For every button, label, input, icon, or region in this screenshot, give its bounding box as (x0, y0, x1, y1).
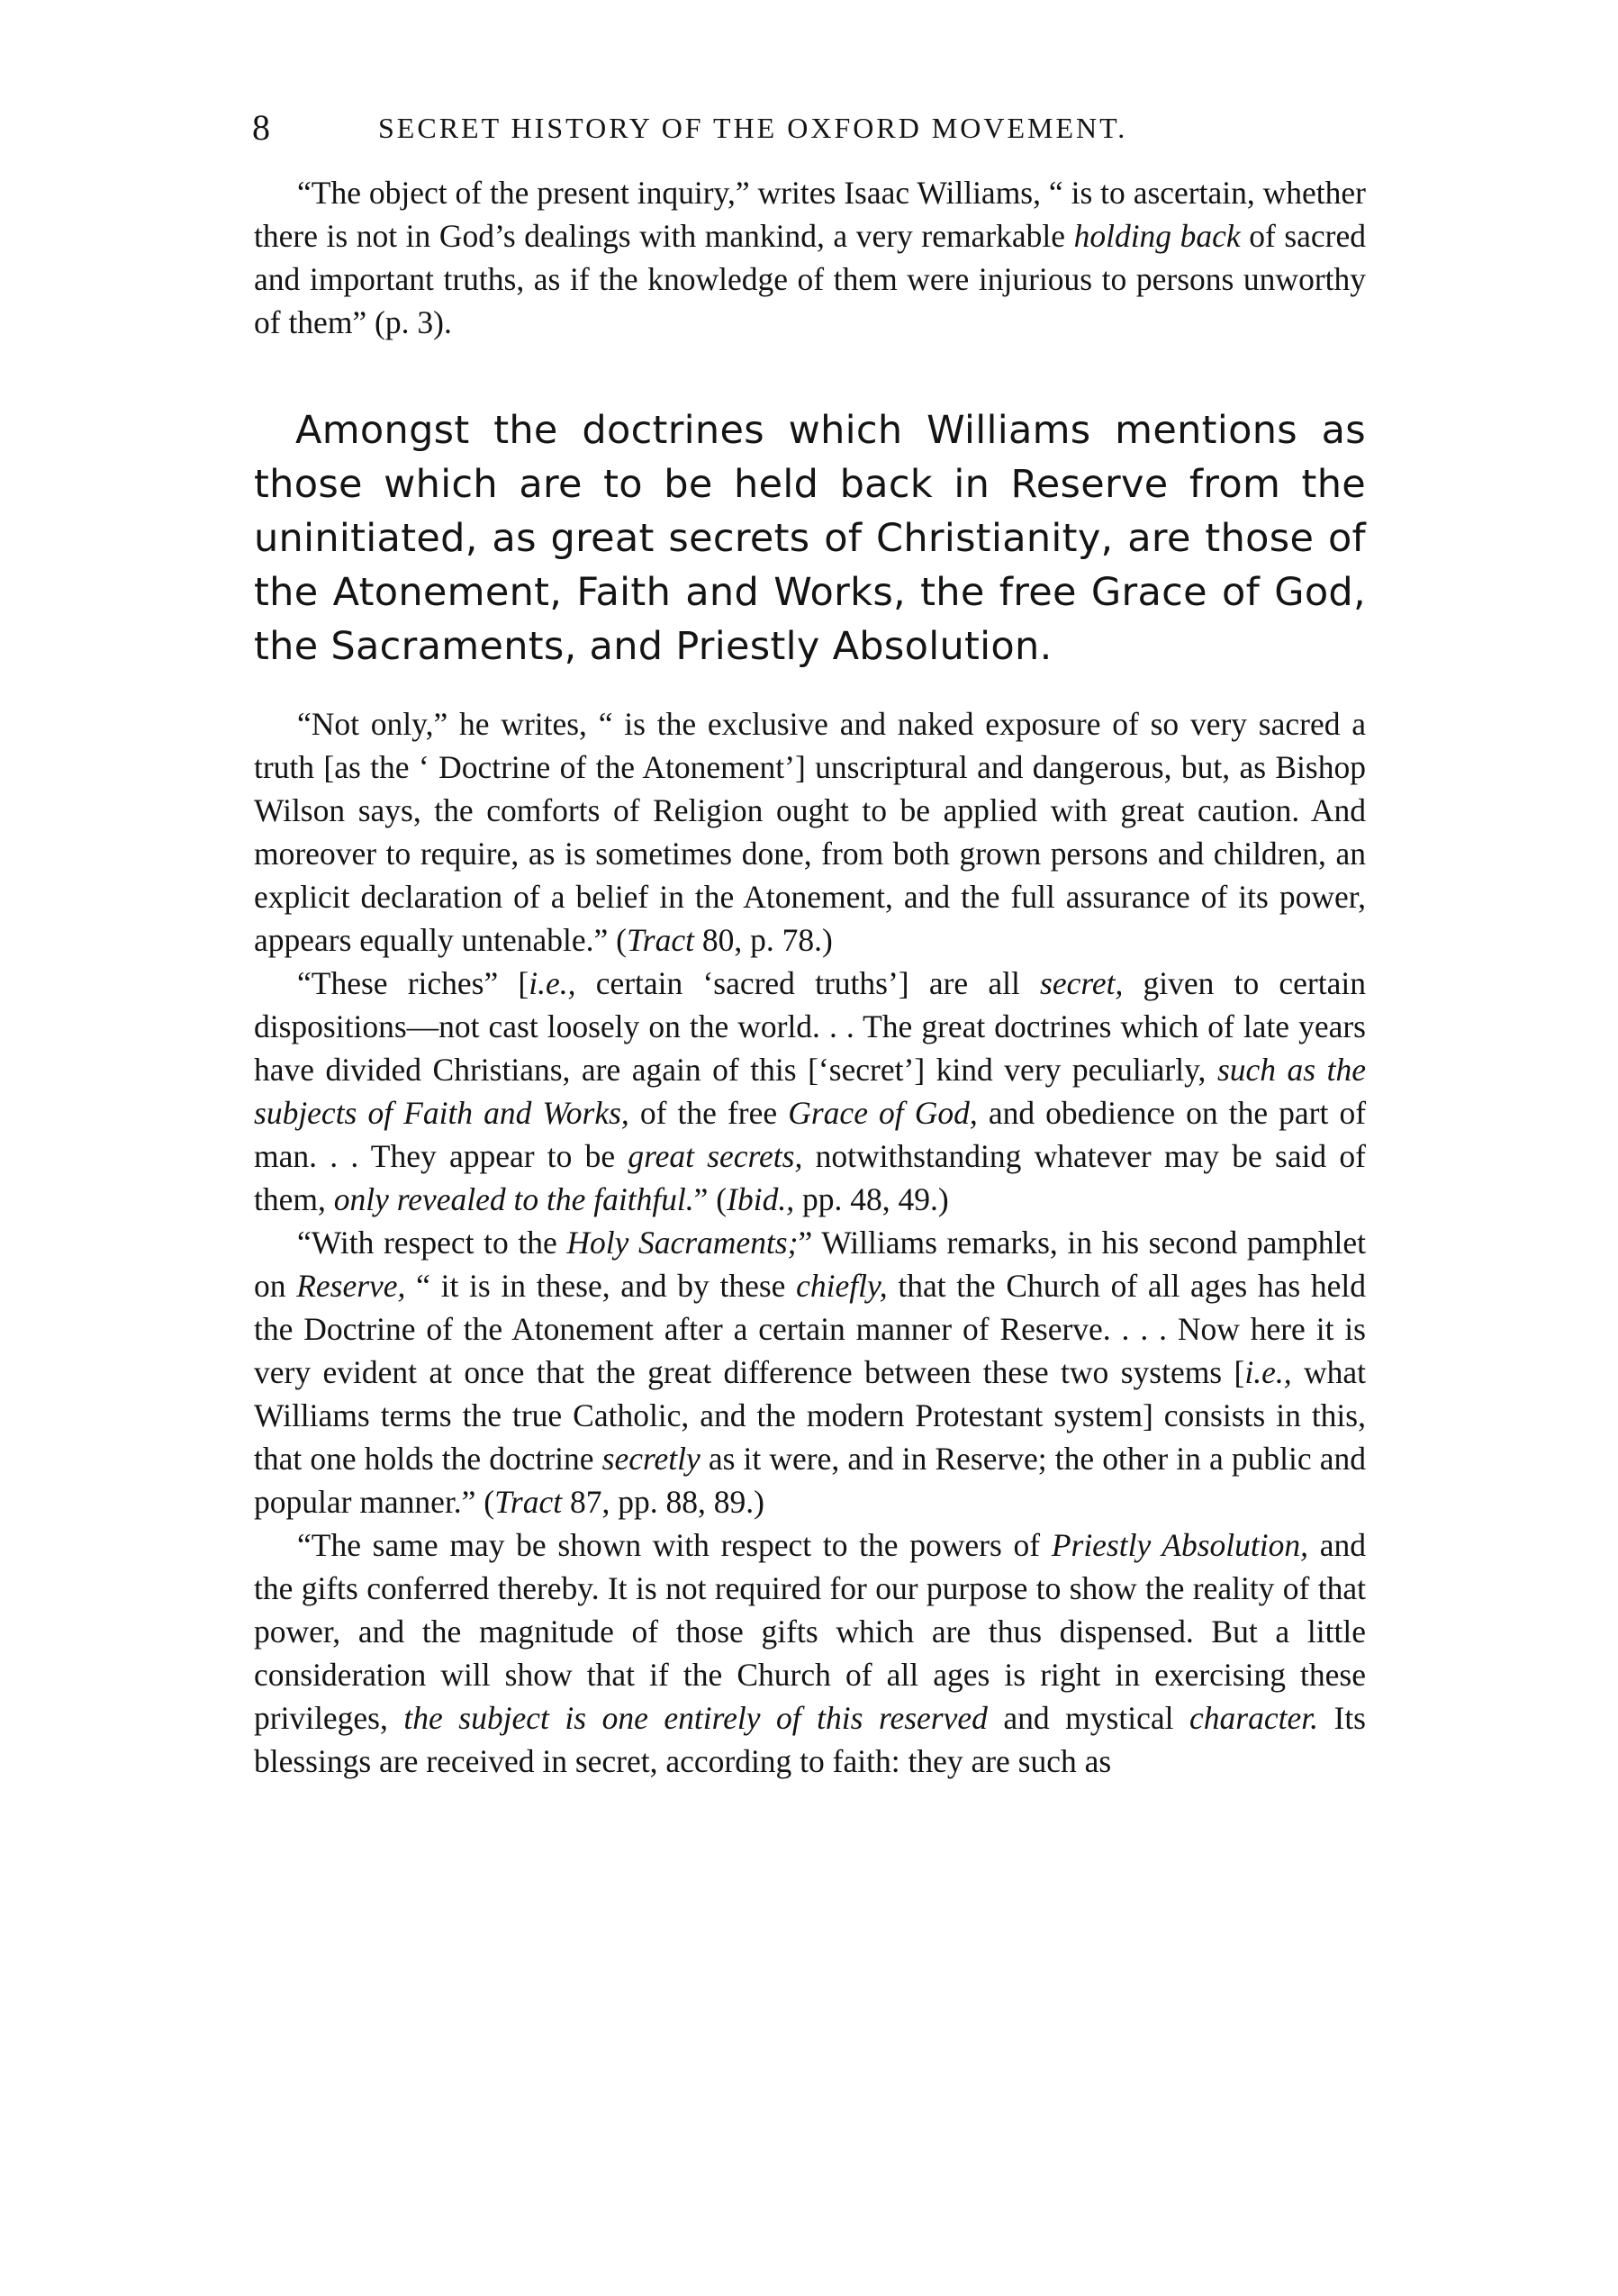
extended-quotation (254, 702, 1366, 1783)
text-run: “These riches” [ (297, 965, 529, 1001)
text-run: of sacred and important truths, as if the knowledge of them were injurious to persons unworthy of them” (p. 3). (254, 218, 1366, 340)
italic-run: only revealed to the faithful. (333, 1181, 694, 1217)
text-run: “The object of the present inquiry,” writes Isaac Williams, “ is to ascertain, whether there is not in God’s dealings with mankind, a very remarkable (254, 175, 1366, 254)
text-run: 80, p. 78.) (693, 922, 833, 958)
italic-run: Priestly Absolution, (1051, 1527, 1309, 1563)
italic-run: Reserve, (296, 1268, 406, 1304)
text-run: “ it is in these, and by these (405, 1268, 797, 1304)
text-run: certain ‘sacred truths’] are all (575, 965, 1041, 1001)
italic-run: character. (1189, 1700, 1318, 1736)
text-run: and obedience on the part of man. . . They appear to be (254, 1095, 1367, 1174)
text-run: as it were, and in Reserve; the other in a public and popular manner.” ( (254, 1441, 1366, 1520)
quote-paragraph (254, 962, 1366, 1221)
italic-run: such as the subjects of Faith and Works, (254, 1052, 1366, 1131)
text-run: that the Church of all ages has held the Doctrine of the Atonement after a certain manner of Reserve. . . . Now here it is very evident at once that the great difference between these two systems [ (254, 1268, 1366, 1390)
text-run: of the free (628, 1095, 789, 1131)
running-title: SECRET HISTORY OF THE OXFORD MOVEMENT. (378, 112, 1128, 144)
page-header (252, 101, 1369, 155)
text-run: and the gifts conferred thereby. It is not required for our purpose to show the reality of that power, and the magnitude of those gifts which are thus dispensed. But a little consideration will show that if the Church of all ages is right in exercising these privileges, (254, 1527, 1367, 1736)
italic-run: Tract (494, 1484, 563, 1520)
italic-run: i.e., (529, 965, 576, 1001)
italic-run: Tract (626, 922, 694, 958)
text-run: ” ( (693, 1181, 728, 1217)
text-run: “With respect to the (297, 1225, 567, 1261)
text-run: “The same may be shown with respect to the powers of (297, 1527, 1052, 1563)
italic-run: secretly (601, 1441, 701, 1477)
text-run: 87, pp. 88, 89.) (562, 1484, 764, 1520)
italic-run: secret, (1040, 965, 1124, 1001)
italic-run: Grace of God, (788, 1095, 978, 1131)
italic-run: great secrets, (628, 1138, 803, 1174)
text-run: what Williams terms the true Catholic, and the modern Protestant system] consists in this, that one holds the doctrine (254, 1354, 1366, 1477)
text-run: Its blessings are received in secret, according to faith: they are such as (254, 1700, 1366, 1779)
body-paragraph: Amongst the doctrines which Williams mentions as those which are to be held back in Reserve from the uninitiated, as great secrets of Christianity, are those of the Atonement, Faith and Works, the free Grace of God, the Sacraments, and Priestly Absolution. (254, 408, 1366, 669)
italic-run: holding back (1073, 218, 1241, 254)
page-number: 8 (252, 107, 270, 148)
main-text (254, 403, 1366, 673)
text-run: given to certain dispositions—not cast loosely on the world. . . The great doctrines which of late years have divided Christians, are again of this [‘secret’] kind very peculiarly, (254, 965, 1366, 1088)
quote-paragraph (254, 1523, 1366, 1783)
quote-paragraph (254, 702, 1366, 962)
italic-run: chiefly, (796, 1268, 888, 1304)
text-run: pp. 48, 49.) (794, 1181, 949, 1217)
quote-paragraph (254, 1221, 1366, 1523)
text-run: ” Williams remarks, in his second pamphlet on (254, 1225, 1366, 1304)
italic-run: the subject is one entirely of this reserved (403, 1700, 988, 1736)
italic-run: Ibid., (727, 1181, 795, 1217)
text-run: “Not only,” he writes, “ is the exclusive and naked exposure of so very sacred a truth [as the ‘ Doctrine of the Atonement’] unscriptural and dangerous, but, as Bishop Wilson says, the comforts of Religion ought to be applied with great caution. And moreover to require, as is sometimes done, from both grown persons and children, an explicit declaration of a belief in the Atonement, and the full assurance of its power, appears equally untenable.” ( (254, 706, 1366, 958)
opening-quotation (254, 171, 1366, 344)
italic-run: i.e., (1244, 1354, 1292, 1390)
quote-paragraph (254, 171, 1366, 344)
text-run: notwithstanding whatever may be said of them, (254, 1138, 1366, 1217)
italic-run: Holy Sacraments; (566, 1225, 799, 1261)
text-run: and mystical (987, 1700, 1189, 1736)
